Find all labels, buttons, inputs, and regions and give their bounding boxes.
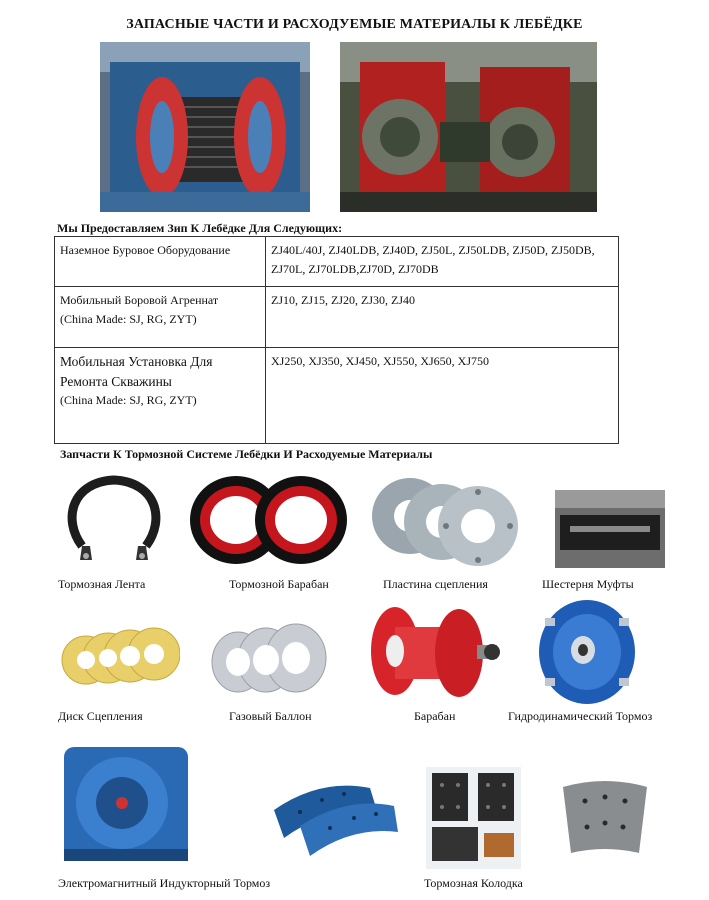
section-heading-supply: Мы Предоставляем Зип К Лебёдке Для Следующих: — [57, 221, 343, 235]
brake-drum-image — [186, 474, 351, 566]
drum-image — [367, 605, 502, 705]
part-label-hydrodynamic-brake: Гидродинамический Тормоз — [508, 709, 653, 723]
hydrodynamic-brake-image — [537, 598, 637, 706]
page-title: ЗАПАСНЫЕ ЧАСТИ И РАСХОДУЕМЫЕ МАТЕРИАЛЫ К ЛЕБЁДКЕ — [126, 17, 583, 32]
part-label-electromagnetic-brake: Электромагнитный Индукторный Тормоз — [58, 876, 271, 890]
clutch-gear-image — [555, 490, 665, 568]
brake-lining-image — [555, 777, 655, 859]
part-label-brake-band: Тормозная Лента — [58, 577, 146, 591]
winch-photo-right — [340, 42, 597, 212]
brake-pad-image — [270, 770, 402, 866]
brake-band-image — [62, 474, 166, 566]
table-row — [55, 237, 619, 287]
gas-cylinder-image — [208, 618, 328, 698]
table-row — [55, 348, 619, 444]
table-cell-models: ZJ10, ZJ15, ZJ20, ZJ30, ZJ40 — [266, 287, 619, 348]
clutch-disc-image — [60, 620, 180, 695]
part-label-clutch-plate: Пластина сцепления — [383, 577, 488, 591]
table-row — [55, 287, 619, 348]
table-cell-equipment: Мобильный Боровой Агреннат (China Made: SJ, RG, ZYT) — [55, 287, 266, 348]
part-label-brake-shoe: Тормозная Колодка — [424, 876, 523, 890]
part-label-brake-drum: Тормозной Барабан — [229, 577, 329, 591]
table-cell-equipment: Наземное Буровое Оборудование — [55, 237, 266, 287]
compatibility-table — [54, 236, 619, 444]
part-label-clutch-gear: Шестерня Муфты — [542, 577, 634, 591]
part-label-drum: Барабан — [414, 709, 456, 723]
table-cell-models: XJ250, XJ350, XJ450, XJ550, XJ650, XJ750 — [266, 348, 619, 444]
clutch-plate-image — [370, 474, 522, 569]
electromagnetic-brake-image — [56, 737, 196, 864]
table-cell-equipment: Мобильная Установка Для Ремонта Скважины (China Made: SJ, RG, ZYT) — [55, 348, 266, 444]
table-cell-models: ZJ40L/40J, ZJ40LDB, ZJ40D, ZJ50L, ZJ50LDB, ZJ50D, ZJ50DB, ZJ70L, ZJ70LDB,ZJ70D, ZJ70DB — [266, 237, 619, 287]
winch-photo-left — [100, 42, 310, 212]
section-heading-parts: Запчасти К Тормозной Системе Лебёдки И Расходуемые Материалы — [60, 447, 433, 461]
part-label-clutch-disc: Диск Сцепления — [58, 709, 143, 723]
brake-shoe-image — [426, 767, 521, 869]
part-label-gas-cylinder: Газовый Баллон — [229, 709, 312, 723]
